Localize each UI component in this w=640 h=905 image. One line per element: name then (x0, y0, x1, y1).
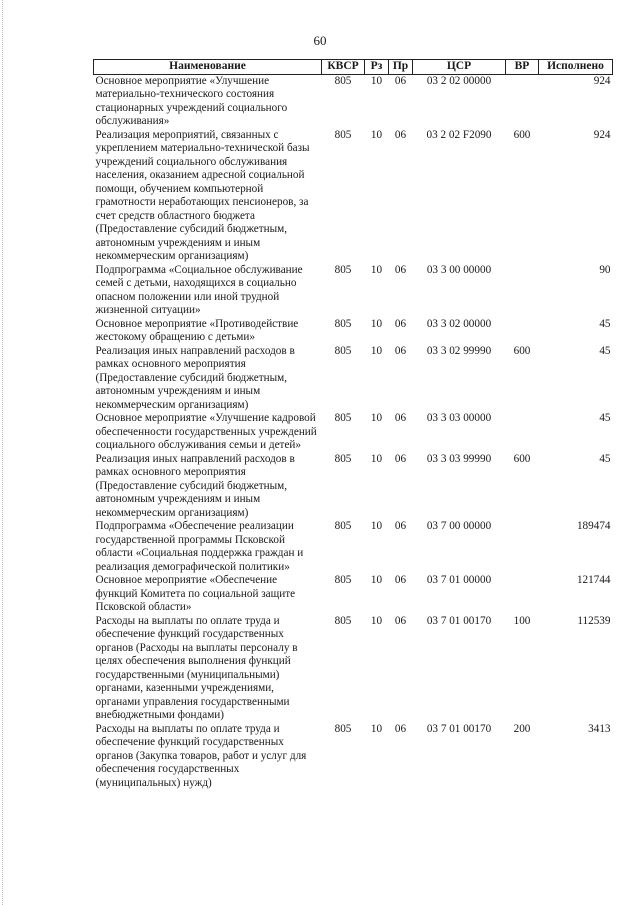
cell-kvsr: 805 (334, 317, 352, 330)
cell-vr: 100 (513, 614, 531, 627)
cell-csr: 03 7 01 00170 (426, 722, 492, 735)
cell-csr: 03 7 00 00000 (426, 520, 492, 532)
header-csr: ЦСР (413, 60, 506, 75)
cell-rz: 10 (370, 520, 383, 532)
cell-executed: 121744 (576, 574, 611, 586)
cell-pr: 06 (394, 614, 407, 627)
cell-pr: 06 (394, 317, 407, 330)
table-row (94, 723, 613, 791)
table-row (94, 412, 613, 453)
table-row (94, 520, 613, 574)
cell-pr: 06 (394, 263, 407, 276)
cell-pr: 06 (394, 574, 407, 586)
cell-name: Основное мероприятие «Улучшение кадровой обеспеченности государственных учреждений социального обслуживания семьи и детей» (95, 412, 317, 451)
cell-pr: 06 (394, 412, 407, 424)
table-header-row (94, 60, 613, 75)
cell-pr: 06 (394, 520, 407, 532)
cell-csr: 03 3 03 99990 (426, 452, 492, 465)
cell-kvsr: 805 (334, 74, 352, 87)
cell-rz: 10 (370, 74, 383, 87)
cell-kvsr: 805 (334, 412, 352, 424)
cell-rz: 10 (370, 614, 383, 627)
scan-edge-marks (2, 0, 5, 905)
cell-executed: 45 (599, 452, 611, 465)
cell-vr (506, 574, 539, 615)
cell-executed: 45 (599, 344, 611, 357)
cell-vr: 600 (513, 452, 531, 465)
cell-vr (506, 520, 539, 574)
table-row (94, 74, 613, 129)
header-rz: Рз (365, 60, 389, 75)
table-row (94, 318, 613, 345)
cell-name: Подпрограмма «Обеспечение реализации государственной программы Псковской области «Социальная поддержка граждан и реализация демографической политики» (95, 520, 304, 573)
cell-rz: 10 (370, 344, 383, 357)
cell-name: Основное мероприятие «Улучшение материально-технического состояния стационарных учреждений социального обслуживания» (95, 74, 288, 127)
cell-executed: 3413 (588, 722, 611, 735)
cell-executed: 189474 (576, 520, 611, 532)
cell-rz: 10 (370, 128, 383, 141)
table-row (94, 453, 613, 521)
cell-name: Расходы на выплаты по оплате труда и обеспечение функций государственных органов (Закупка товаров, работ и услуг для обеспечения государственных (муниципальных) нужд) (95, 722, 307, 789)
cell-name: Основное мероприятие «Обеспечение функций Комитета по социальной защите Псковской области» (95, 574, 296, 613)
cell-csr: 03 7 01 00170 (426, 614, 492, 627)
cell-kvsr: 805 (334, 128, 352, 141)
cell-vr (506, 264, 539, 318)
cell-rz: 10 (370, 317, 383, 330)
cell-pr: 06 (394, 344, 407, 357)
cell-kvsr: 805 (334, 263, 352, 276)
cell-rz: 10 (370, 412, 383, 424)
page-number: 60 (313, 33, 327, 48)
cell-kvsr: 805 (334, 452, 352, 465)
budget-execution-table (93, 59, 613, 790)
cell-vr: 600 (513, 128, 531, 141)
table-row (94, 615, 613, 723)
cell-name: Расходы на выплаты по оплате труда и обеспечение функций государственных органов (Расходы на выплаты персоналу в целях обеспечения выполнения функций государственными (муниципальными) органами, казенными учреждениями, органами управления государственными внебюджетными фондами) (95, 614, 298, 721)
cell-kvsr: 805 (334, 574, 352, 586)
cell-csr: 03 2 02 00000 (426, 74, 492, 87)
cell-pr: 06 (394, 452, 407, 465)
cell-csr: 03 3 02 00000 (426, 317, 492, 330)
cell-csr: 03 3 02 99990 (426, 344, 492, 357)
cell-vr: 600 (513, 344, 531, 357)
cell-executed: 45 (599, 317, 611, 330)
cell-name: Подпрограмма «Социальное обслуживание семей с детьми, находящихся в социально опасном положении или иной трудной жизненной ситуации» (95, 263, 303, 316)
table-row (94, 129, 613, 264)
cell-rz: 10 (370, 452, 383, 465)
cell-csr: 03 2 02 F2090 (426, 128, 492, 141)
cell-name: Реализация иных направлений расходов в рамках основного мероприятия (Предоставление субсидий бюджетным, автономным учреждениям и иным некоммерческим организациям) (95, 344, 295, 411)
header-name: Наименование (94, 60, 322, 75)
cell-name: Реализация иных направлений расходов в рамках основного мероприятия (Предоставление субсидий бюджетным, автономным учреждениям и иным некоммерческим организациям) (95, 452, 295, 519)
cell-kvsr: 805 (334, 614, 352, 627)
header-vr: ВР (506, 60, 539, 75)
cell-kvsr: 805 (334, 520, 352, 532)
cell-pr: 06 (394, 722, 407, 735)
cell-csr: 03 7 01 00000 (426, 574, 492, 586)
table-row (94, 264, 613, 318)
header-executed: Исполнено (539, 60, 613, 75)
cell-rz: 10 (370, 263, 383, 276)
cell-executed: 924 (593, 128, 611, 141)
cell-rz: 10 (370, 722, 383, 735)
cell-pr: 06 (394, 74, 407, 87)
cell-vr (506, 318, 539, 345)
cell-rz: 10 (370, 574, 383, 586)
cell-executed: 924 (593, 74, 611, 87)
cell-vr (506, 74, 539, 129)
cell-pr: 06 (394, 128, 407, 141)
cell-name: Реализация мероприятий, связанных с укреплением материально-технической базы учреждений социального обслуживания населения, оказанием адресной социальной помощи, обучением компьютерной грамотности неработающих пенсионеров, за счет средств областного бюджета (Предоставление субсидий бюджетным, автономным учреждениям и иным некоммерческим организациям) (95, 128, 310, 262)
header-pr: Пр (389, 60, 413, 75)
cell-name: Основное мероприятие «Противодействие жестокому обращению с детьми» (95, 317, 299, 343)
cell-kvsr: 805 (334, 344, 352, 357)
cell-executed: 45 (599, 412, 611, 424)
cell-vr (506, 412, 539, 453)
cell-executed: 112539 (577, 614, 611, 627)
cell-vr: 200 (513, 722, 531, 735)
header-kvsr: КВСР (322, 60, 365, 75)
cell-csr: 03 3 00 00000 (426, 263, 492, 276)
cell-executed: 90 (599, 263, 611, 276)
table-row (94, 574, 613, 615)
cell-csr: 03 3 03 00000 (426, 412, 492, 424)
table-row (94, 345, 613, 413)
cell-kvsr: 805 (334, 722, 352, 735)
